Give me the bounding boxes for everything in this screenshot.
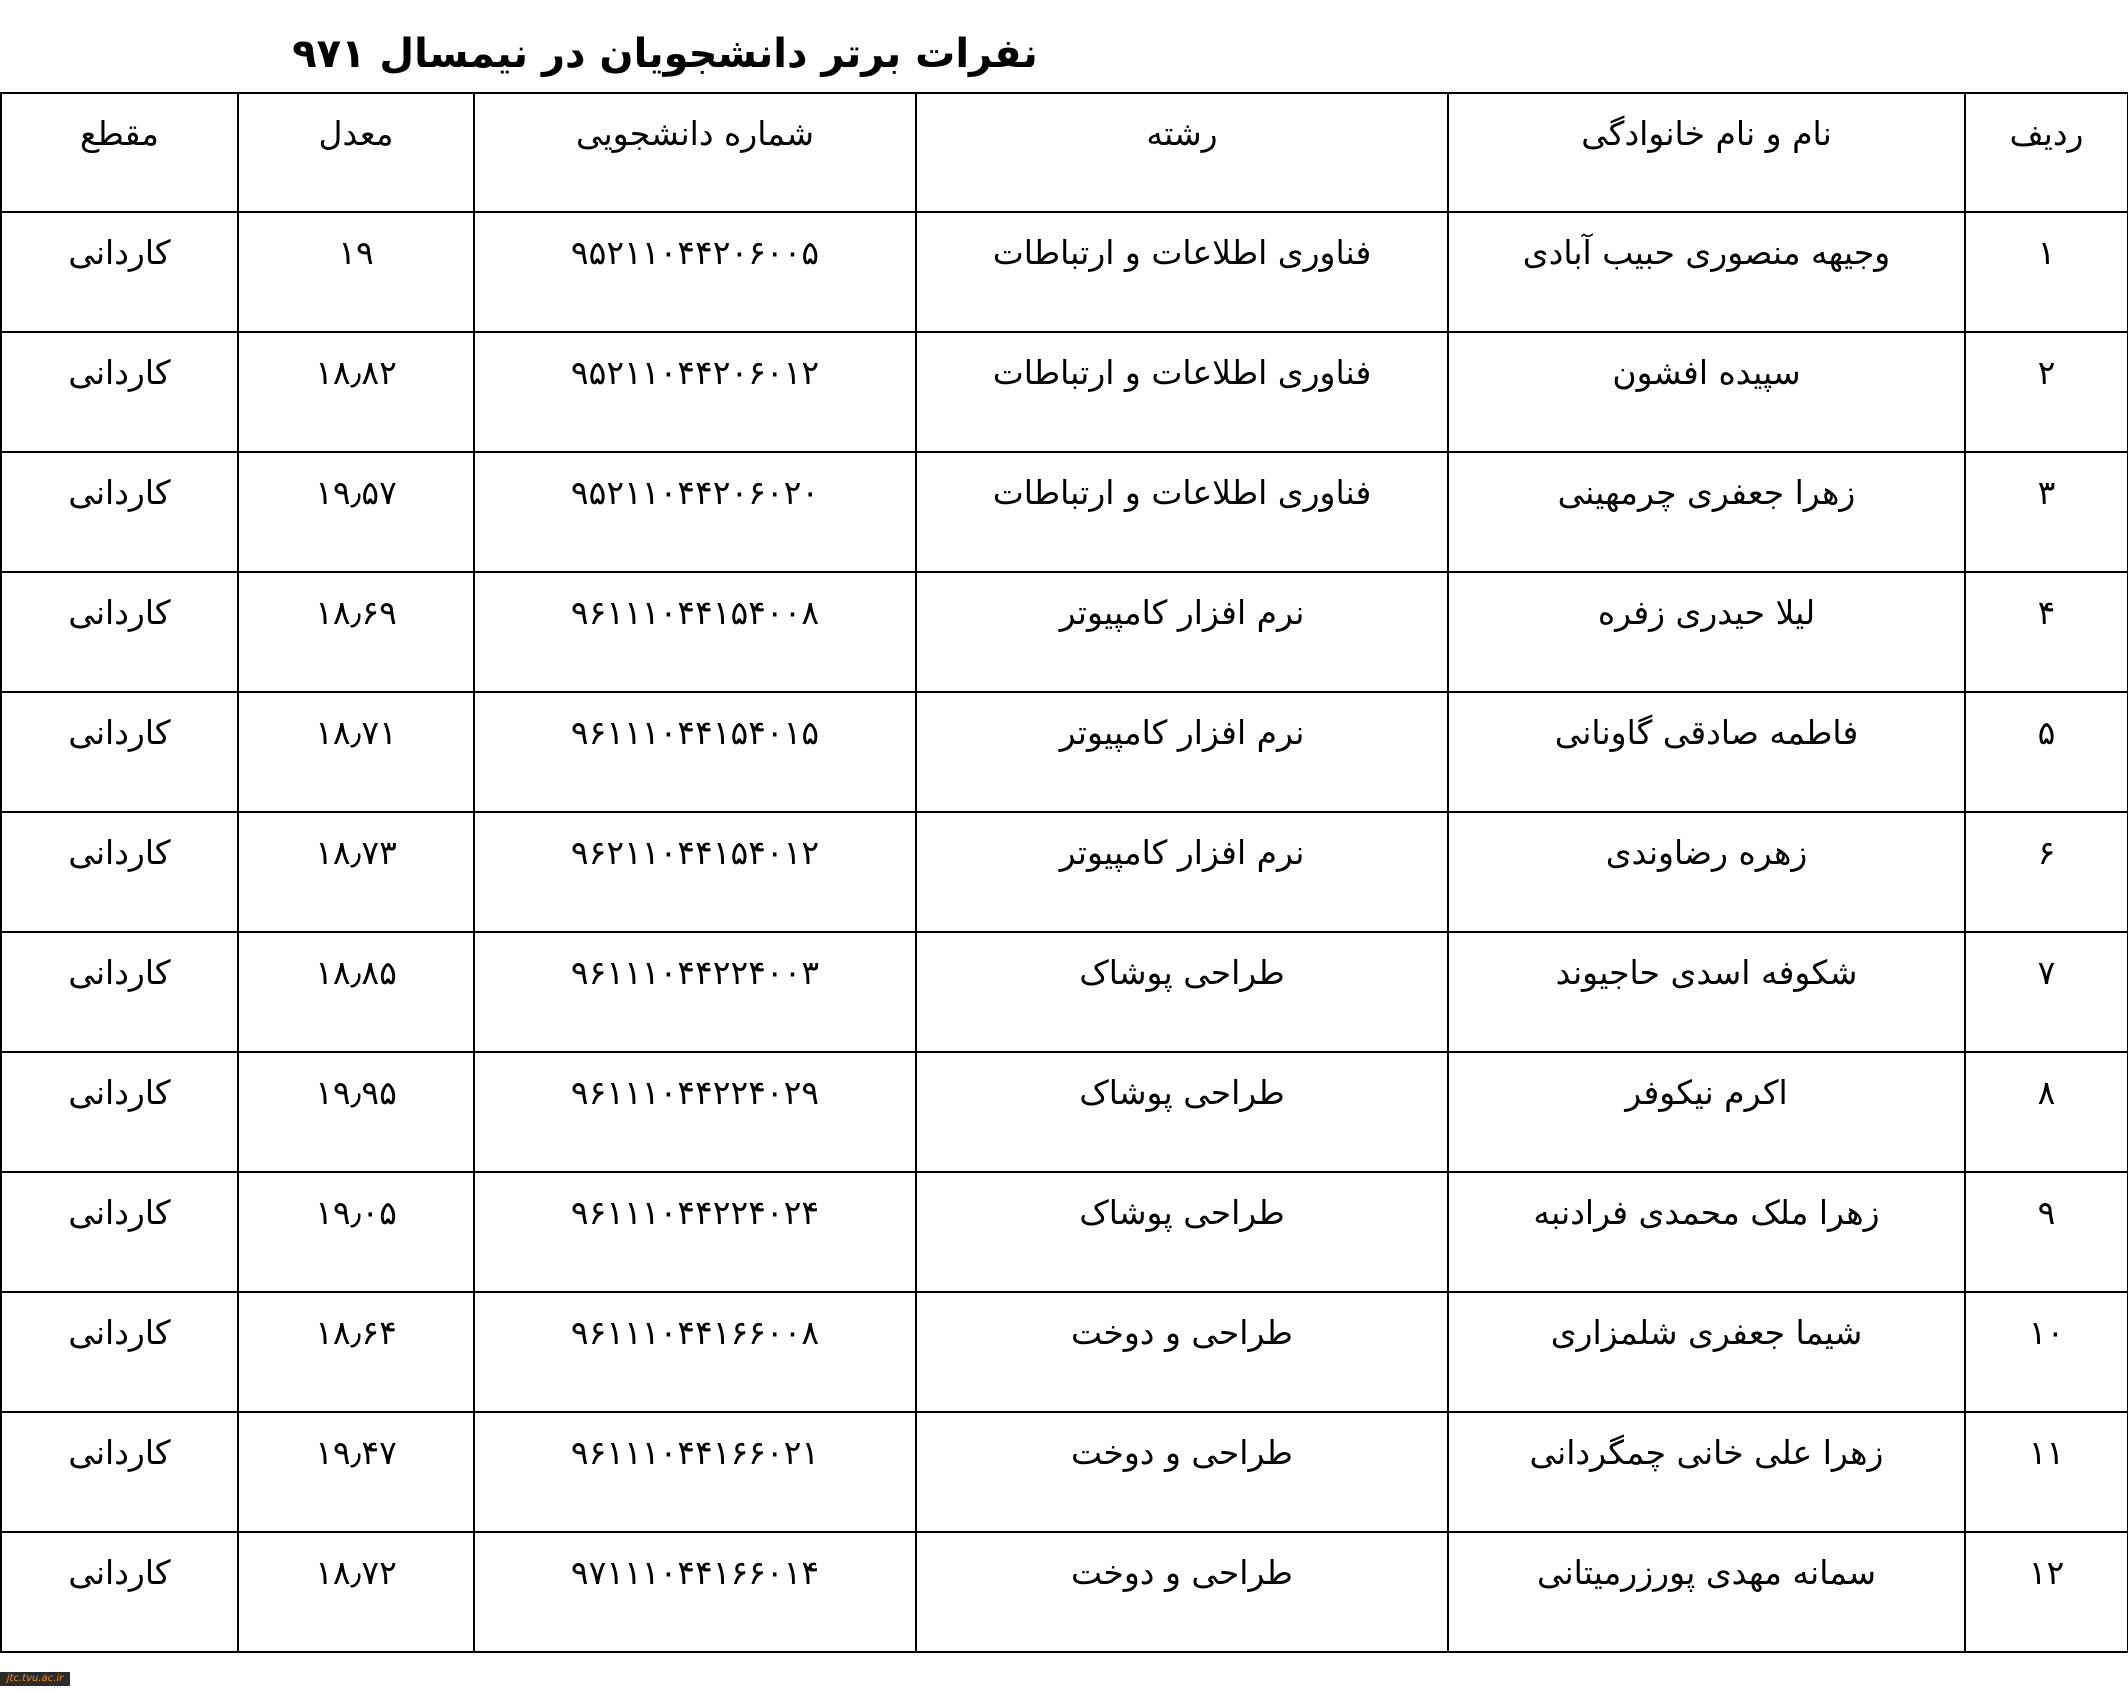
cell-gpa: ۱۹٫۵۷ <box>238 452 474 572</box>
table-row <box>1 1172 2128 1292</box>
header-student-id: شماره دانشجویی <box>474 93 916 212</box>
header-gpa: معدل <box>238 93 474 212</box>
cell-row-number: ۹ <box>1965 1172 2128 1292</box>
cell-gpa: ۱۹٫۰۵ <box>238 1172 474 1292</box>
table-row <box>1 212 2128 332</box>
table-body <box>1 212 2128 1652</box>
table-row <box>1 572 2128 692</box>
cell-gpa: ۱۸٫۷۱ <box>238 692 474 812</box>
cell-student-id: ۹۶۱۱۱۰۴۴۱۶۶۰۰۸ <box>474 1292 916 1412</box>
cell-row-number: ۱۲ <box>1965 1532 2128 1652</box>
cell-field: طراحی پوشاک <box>916 1172 1448 1292</box>
cell-row-number: ۶ <box>1965 812 2128 932</box>
cell-gpa: ۱۸٫۶۴ <box>238 1292 474 1412</box>
cell-name: شکوفه اسدی حاجیوند <box>1448 932 1965 1052</box>
cell-name: سپیده افشون <box>1448 332 1965 452</box>
cell-row-number: ۴ <box>1965 572 2128 692</box>
cell-level: کاردانی <box>1 812 238 932</box>
site-watermark: jtc.tvu.ac.ir <box>0 1672 70 1686</box>
header-row-number: ردیف <box>1965 93 2128 212</box>
cell-field: فناوری اطلاعات و ارتباطات <box>916 332 1448 452</box>
cell-gpa: ۱۸٫۶۹ <box>238 572 474 692</box>
cell-field: طراحی و دوخت <box>916 1412 1448 1532</box>
table-row <box>1 812 2128 932</box>
cell-name: لیلا حیدری زفره <box>1448 572 1965 692</box>
cell-name: شیما جعفری شلمزاری <box>1448 1292 1965 1412</box>
cell-row-number: ۱۰ <box>1965 1292 2128 1412</box>
cell-field: طراحی و دوخت <box>916 1292 1448 1412</box>
table-row <box>1 692 2128 812</box>
header-level: مقطع <box>1 93 238 212</box>
cell-field: نرم افزار کامپیوتر <box>916 692 1448 812</box>
cell-student-id: ۹۶۱۱۱۰۴۴۱۵۴۰۰۸ <box>474 572 916 692</box>
cell-gpa: ۱۸٫۸۵ <box>238 932 474 1052</box>
cell-field: طراحی و دوخت <box>916 1532 1448 1652</box>
cell-field: طراحی پوشاک <box>916 1052 1448 1172</box>
cell-row-number: ۲ <box>1965 332 2128 452</box>
cell-row-number: ۱ <box>1965 212 2128 332</box>
cell-gpa: ۱۸٫۸۲ <box>238 332 474 452</box>
cell-field: نرم افزار کامپیوتر <box>916 572 1448 692</box>
cell-field: طراحی پوشاک <box>916 932 1448 1052</box>
cell-gpa: ۱۸٫۷۲ <box>238 1532 474 1652</box>
cell-row-number: ۳ <box>1965 452 2128 572</box>
cell-student-id: ۹۵۲۱۱۰۴۴۲۰۶۰۲۰ <box>474 452 916 572</box>
cell-student-id: ۹۵۲۱۱۰۴۴۲۰۶۰۱۲ <box>474 332 916 452</box>
cell-name: زهرا جعفری چرمهینی <box>1448 452 1965 572</box>
cell-name: فاطمه صادقی گاونانی <box>1448 692 1965 812</box>
cell-student-id: ۹۶۱۱۱۰۴۴۲۲۴۰۲۴ <box>474 1172 916 1292</box>
cell-row-number: ۷ <box>1965 932 2128 1052</box>
header-name: نام و نام خانوادگی <box>1448 93 1965 212</box>
cell-level: کاردانی <box>1 1532 238 1652</box>
cell-name: سمانه مهدی پورزرمیتانی <box>1448 1532 1965 1652</box>
table-row <box>1 1052 2128 1172</box>
cell-row-number: ۸ <box>1965 1052 2128 1172</box>
cell-name: زهرا ملک محمدی فرادنبه <box>1448 1172 1965 1292</box>
page-title: نفرات برتر دانشجویان در نیمسال ۹۷۱ <box>292 31 1038 77</box>
table-row <box>1 1532 2128 1652</box>
top-students-table <box>0 92 2128 1653</box>
cell-student-id: ۹۶۱۱۱۰۴۴۲۲۴۰۲۹ <box>474 1052 916 1172</box>
cell-gpa: ۱۹٫۹۵ <box>238 1052 474 1172</box>
cell-gpa: ۱۹٫۴۷ <box>238 1412 474 1532</box>
table-row <box>1 1292 2128 1412</box>
cell-student-id: ۹۶۱۱۱۰۴۴۲۲۴۰۰۳ <box>474 932 916 1052</box>
cell-level: کاردانی <box>1 212 238 332</box>
cell-level: کاردانی <box>1 1292 238 1412</box>
cell-student-id: ۹۶۱۱۱۰۴۴۱۶۶۰۲۱ <box>474 1412 916 1532</box>
cell-student-id: ۹۵۲۱۱۰۴۴۲۰۶۰۰۵ <box>474 212 916 332</box>
table-row <box>1 452 2128 572</box>
cell-level: کاردانی <box>1 1172 238 1292</box>
table-row <box>1 932 2128 1052</box>
cell-row-number: ۵ <box>1965 692 2128 812</box>
cell-row-number: ۱۱ <box>1965 1412 2128 1532</box>
cell-student-id: ۹۶۲۱۱۰۴۴۱۵۴۰۱۲ <box>474 812 916 932</box>
header-field: رشته <box>916 93 1448 212</box>
cell-name: زهرا علی خانی چمگردانی <box>1448 1412 1965 1532</box>
cell-name: زهره رضاوندی <box>1448 812 1965 932</box>
cell-name: اکرم نیکوفر <box>1448 1052 1965 1172</box>
cell-name: وجیهه منصوری حبیب آبادی <box>1448 212 1965 332</box>
table-header-row <box>1 93 2128 212</box>
cell-level: کاردانی <box>1 572 238 692</box>
cell-level: کاردانی <box>1 692 238 812</box>
table-row <box>1 1412 2128 1532</box>
cell-gpa: ۱۹ <box>238 212 474 332</box>
cell-level: کاردانی <box>1 1052 238 1172</box>
cell-field: فناوری اطلاعات و ارتباطات <box>916 452 1448 572</box>
cell-student-id: ۹۷۱۱۱۰۴۴۱۶۶۰۱۴ <box>474 1532 916 1652</box>
table-row <box>1 332 2128 452</box>
cell-field: فناوری اطلاعات و ارتباطات <box>916 212 1448 332</box>
cell-field: نرم افزار کامپیوتر <box>916 812 1448 932</box>
cell-student-id: ۹۶۱۱۱۰۴۴۱۵۴۰۱۵ <box>474 692 916 812</box>
cell-level: کاردانی <box>1 932 238 1052</box>
cell-level: کاردانی <box>1 1412 238 1532</box>
cell-gpa: ۱۸٫۷۳ <box>238 812 474 932</box>
cell-level: کاردانی <box>1 452 238 572</box>
cell-level: کاردانی <box>1 332 238 452</box>
